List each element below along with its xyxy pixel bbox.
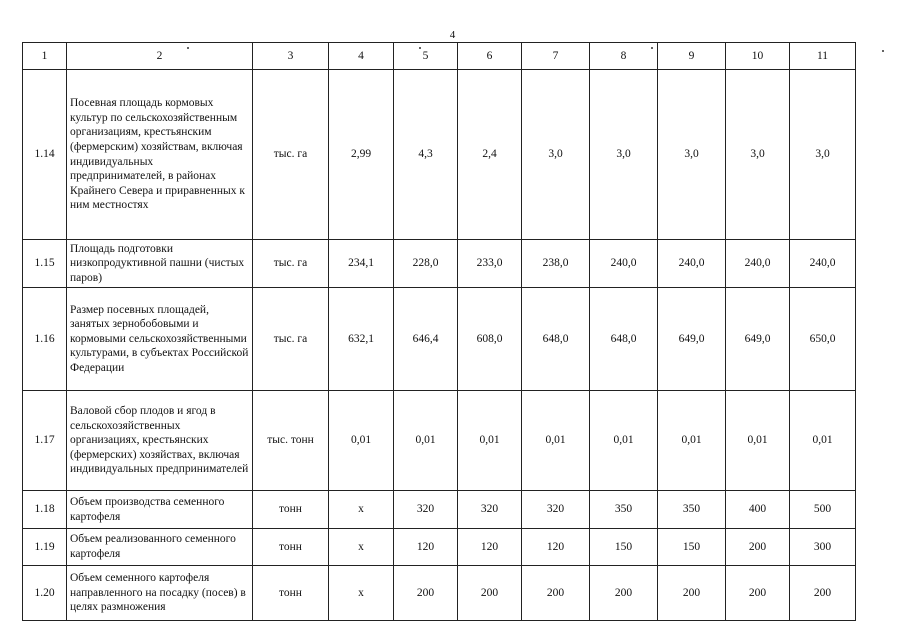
header-cell: 8 [590, 43, 658, 70]
header-cell: 9 [658, 43, 726, 70]
header-cell: 11 [790, 43, 856, 70]
value-cell: 0,01 [658, 391, 726, 491]
row-number: 1.16 [23, 288, 67, 391]
value-cell: 0,01 [329, 391, 394, 491]
value-cell: 320 [458, 491, 522, 529]
table-row [23, 288, 856, 391]
table-row [23, 240, 856, 288]
value-cell: 300 [790, 529, 856, 566]
value-cell: 650,0 [790, 288, 856, 391]
value-cell: 350 [590, 491, 658, 529]
value-cell: 120 [458, 529, 522, 566]
value-cell: 0,01 [590, 391, 658, 491]
header-cell: 4 [329, 43, 394, 70]
row-number: 1.19 [23, 529, 67, 566]
unit-cell: тонн [253, 566, 329, 621]
row-number: 1.18 [23, 491, 67, 529]
unit-cell: тонн [253, 529, 329, 566]
value-cell: 320 [394, 491, 458, 529]
value-cell: 240,0 [790, 240, 856, 288]
value-cell: 233,0 [458, 240, 522, 288]
value-cell: 4,3 [394, 70, 458, 240]
value-cell: 646,4 [394, 288, 458, 391]
table-row [23, 566, 856, 621]
value-cell: 3,0 [726, 70, 790, 240]
value-cell: 120 [522, 529, 590, 566]
value-cell: 200 [394, 566, 458, 621]
indicator-name: Размер посевных площадей, занятых зернобобовыми и кормовыми сельскохозяйственными культурами, в субъектах Российской Федерации [67, 288, 253, 391]
header-cell: 7 [522, 43, 590, 70]
value-cell: 400 [726, 491, 790, 529]
value-cell: 200 [658, 566, 726, 621]
header-row [23, 43, 856, 70]
header-cell: 2 [67, 43, 253, 70]
value-cell: 0,01 [458, 391, 522, 491]
value-cell: 0,01 [522, 391, 590, 491]
indicator-name: Объем семенного картофеля направленного на посадку (посев) в целях размножения [67, 566, 253, 621]
value-cell: 649,0 [726, 288, 790, 391]
value-cell: х [329, 529, 394, 566]
value-cell: 150 [590, 529, 658, 566]
value-cell: 200 [590, 566, 658, 621]
value-cell: 240,0 [658, 240, 726, 288]
value-cell: 648,0 [590, 288, 658, 391]
value-cell: 200 [458, 566, 522, 621]
value-cell: 632,1 [329, 288, 394, 391]
header-cell: 10 [726, 43, 790, 70]
value-cell: 234,1 [329, 240, 394, 288]
row-number: 1.14 [23, 70, 67, 240]
indicator-name: Объем производства семенного картофеля [67, 491, 253, 529]
value-cell: х [329, 491, 394, 529]
value-cell: 150 [658, 529, 726, 566]
header-cell: 5 [394, 43, 458, 70]
scan-speck [882, 50, 884, 52]
unit-cell: тонн [253, 491, 329, 529]
indicators-table [22, 42, 856, 621]
indicator-name: Площадь подготовки низкопродуктивной пашни (чистых паров) [67, 240, 253, 288]
value-cell: 200 [522, 566, 590, 621]
row-number: 1.15 [23, 240, 67, 288]
header-cell: 3 [253, 43, 329, 70]
value-cell: 240,0 [590, 240, 658, 288]
header-cell: 1 [23, 43, 67, 70]
value-cell: 200 [726, 529, 790, 566]
value-cell: 3,0 [658, 70, 726, 240]
unit-cell: тыс. га [253, 288, 329, 391]
value-cell: 2,99 [329, 70, 394, 240]
value-cell: 500 [790, 491, 856, 529]
unit-cell: тыс. тонн [253, 391, 329, 491]
indicator-name: Объем реализованного семенного картофеля [67, 529, 253, 566]
value-cell: 320 [522, 491, 590, 529]
value-cell: 238,0 [522, 240, 590, 288]
page-number: 4 [449, 29, 456, 41]
value-cell: х [329, 566, 394, 621]
table-row [23, 70, 856, 240]
value-cell: 3,0 [522, 70, 590, 240]
indicator-name: Валовой сбор плодов и ягод в сельскохозяйственных организациях, крестьянских (фермерских) хозяйствах, включая индивидуальных предпринимателей [67, 391, 253, 491]
indicator-name: Посевная площадь кормовых культур по сельскохозяйственным организациям, крестьянским (фермерским) хозяйствам, включая индивидуальных предпринимателей, в районах Крайнего Севера и приравненных к ним местностях [67, 70, 253, 240]
value-cell: 200 [790, 566, 856, 621]
value-cell: 649,0 [658, 288, 726, 391]
table-row [23, 529, 856, 566]
unit-cell: тыс. га [253, 70, 329, 240]
value-cell: 0,01 [394, 391, 458, 491]
value-cell: 3,0 [590, 70, 658, 240]
value-cell: 2,4 [458, 70, 522, 240]
table-row [23, 491, 856, 529]
table-row [23, 391, 856, 491]
value-cell: 350 [658, 491, 726, 529]
value-cell: 3,0 [790, 70, 856, 240]
value-cell: 608,0 [458, 288, 522, 391]
row-number: 1.20 [23, 566, 67, 621]
value-cell: 0,01 [726, 391, 790, 491]
value-cell: 0,01 [790, 391, 856, 491]
value-cell: 228,0 [394, 240, 458, 288]
header-cell: 6 [458, 43, 522, 70]
unit-cell: тыс. га [253, 240, 329, 288]
value-cell: 240,0 [726, 240, 790, 288]
value-cell: 648,0 [522, 288, 590, 391]
row-number: 1.17 [23, 391, 67, 491]
value-cell: 120 [394, 529, 458, 566]
value-cell: 200 [726, 566, 790, 621]
